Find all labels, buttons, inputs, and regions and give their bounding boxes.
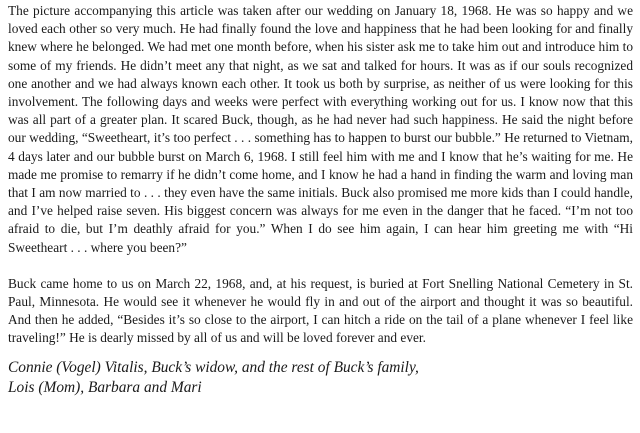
- signature-line-1: Connie (Vogel) Vitalis, Buck’s widow, and the rest of Buck’s family,: [8, 358, 419, 376]
- signature-line-2: Lois (Mom), Barbara and Mari: [8, 379, 202, 397]
- article-page: [8, 2, 633, 399]
- article-paragraph-1: The picture accompanying this article was taken after our wedding on January 18, 1968. He was so happy and we loved each other so very much. He had finally found the love and happiness that he had been looking for and finally knew where he belonged. We had met one month before, when his sister ask me to take him out and introduce him to some of my friends. He didn’t meet any that night, as we sat and talked for hours. It was as if our souls recognized one another and we had always known each other. It took us both by surprise, as neither of us were looking for this involvement. The following days and weeks were perfect with everything working out for us. I know now that this was all part of a greater plan. It scared Buck, though, as he had never had such happiness. He said the night before our wedding, “Sweetheart, it’s too perfect . . . something has to happen to burst our bubble.” He returned to Vietnam, 4 days later and our bubble burst on March 6, 1968. I still feel him with me and I know that he’s waiting for me. He made me promise to remarry if he didn’t come home, and I know he had a hand in finding the warm and loving man that I am now married to . . . they even have the same initials. Buck also promised me more kids than I could handle, and I’ve helped raise seven. His biggest concern was always for me even in the danger that he faced. “I’m not too afraid to die, but I’m deathly afraid for you.” When I do see him again, I can hear him greeting me with “Hi Sweetheart . . . where you been?”: [8, 3, 633, 255]
- signature-block: [8, 358, 633, 399]
- article-paragraph-2: Buck came home to us on March 22, 1968, and, at his request, is buried at Fort Snelling National Cemetery in St. Paul, Minnesota. He would see it whenever he would fly in and out of the airport and thought it was so beautiful. And then he added, “Besides it’s so close to the airport, I can hitch a ride on the tail of a plane whenever I feel like traveling!” He is dearly missed by all of us and will be loved forever and ever.: [8, 275, 633, 346]
